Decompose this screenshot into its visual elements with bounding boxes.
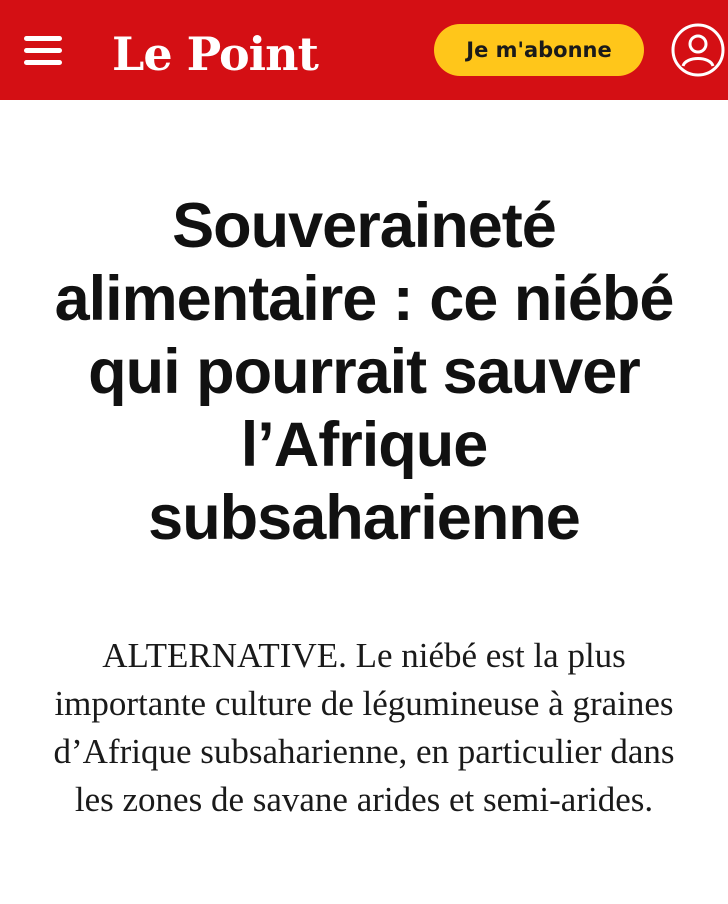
menu-bar [24, 60, 62, 65]
site-logo[interactable]: Le Point [112, 27, 318, 81]
menu-bar [24, 36, 62, 41]
user-account-icon[interactable] [670, 22, 726, 78]
hamburger-menu-icon[interactable] [18, 30, 70, 70]
subscribe-button[interactable]: Je m'abonne [434, 24, 644, 76]
menu-bar [24, 48, 62, 53]
site-header [0, 0, 728, 100]
article-lede: ALTERNATIVE. Le niébé est la plus importante culture de légumineuse à graines d’Afrique subsaharienne, en particulier dans les zones de savane arides et semi-arides. [53, 636, 675, 819]
article-title: Souveraineté alimentaire : ce niébé qui pourrait sauver l’Afrique subsaharienne [54, 191, 674, 553]
